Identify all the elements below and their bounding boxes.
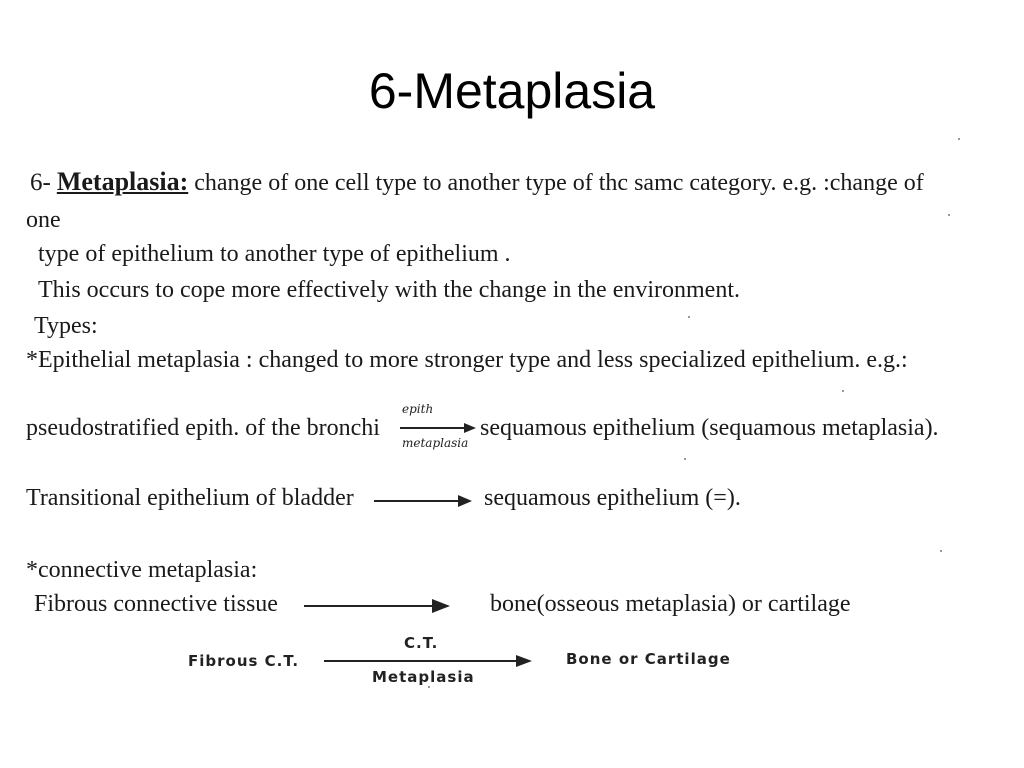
scanned-notes bbox=[0, 150, 1024, 710]
diagram-right-label: Bone or Cartilage bbox=[566, 650, 731, 668]
line-epithelium: type of epithelium to another type of epithelium . bbox=[38, 241, 511, 267]
bronchi-arrow bbox=[398, 422, 478, 434]
scan-speck bbox=[958, 138, 960, 140]
diagram-left-label: Fibrous C.T. bbox=[188, 652, 300, 670]
fibrous-left: Fibrous connective tissue bbox=[34, 591, 278, 617]
bladder-right: sequamous epithelium (=). bbox=[484, 485, 741, 511]
slide-title: 6-Metaplasia bbox=[368, 63, 656, 119]
definition-line bbox=[30, 168, 924, 197]
epithelial-heading: *Epithelial metaplasia : changed to more stronger type and less specialized epithelium. e.g.: bbox=[26, 347, 908, 373]
bronchi-arrow-top: epith bbox=[402, 402, 434, 416]
scan-speck bbox=[842, 390, 844, 392]
diagram-arrow bbox=[322, 654, 534, 668]
bronchi-right: sequamous epithelium (sequamous metaplasia). bbox=[480, 415, 939, 441]
scan-speck bbox=[684, 458, 686, 460]
connective-heading: *connective metaplasia: bbox=[26, 557, 258, 583]
scan-speck bbox=[428, 686, 430, 688]
bladder-left: Transitional epithelium of bladder bbox=[26, 485, 354, 511]
line-cope: This occurs to cope more effectively with the change in the environment. bbox=[38, 277, 740, 303]
bronchi-arrow-bottom: metaplasia bbox=[402, 436, 469, 450]
scan-speck bbox=[940, 550, 942, 552]
scan-speck bbox=[688, 316, 690, 318]
definition-text: change of one cell type to another type of thc samc category. e.g. :change of bbox=[194, 170, 924, 196]
diagram-bottom-label: Metaplasia bbox=[372, 668, 475, 686]
heading-word: Metaplasia: bbox=[56, 167, 189, 196]
bladder-arrow bbox=[372, 494, 476, 508]
heading-number: 6- bbox=[30, 169, 51, 196]
fibrous-arrow bbox=[302, 598, 454, 614]
fibrous-right: bone(osseous metaplasia) or cartilage bbox=[490, 591, 851, 617]
line-types: Types: bbox=[34, 313, 98, 339]
diagram-top-label: C.T. bbox=[404, 634, 439, 652]
bronchi-left: pseudostratified epith. of the bronchi bbox=[26, 415, 380, 441]
scan-speck bbox=[948, 214, 950, 216]
line-one: one bbox=[26, 207, 61, 233]
